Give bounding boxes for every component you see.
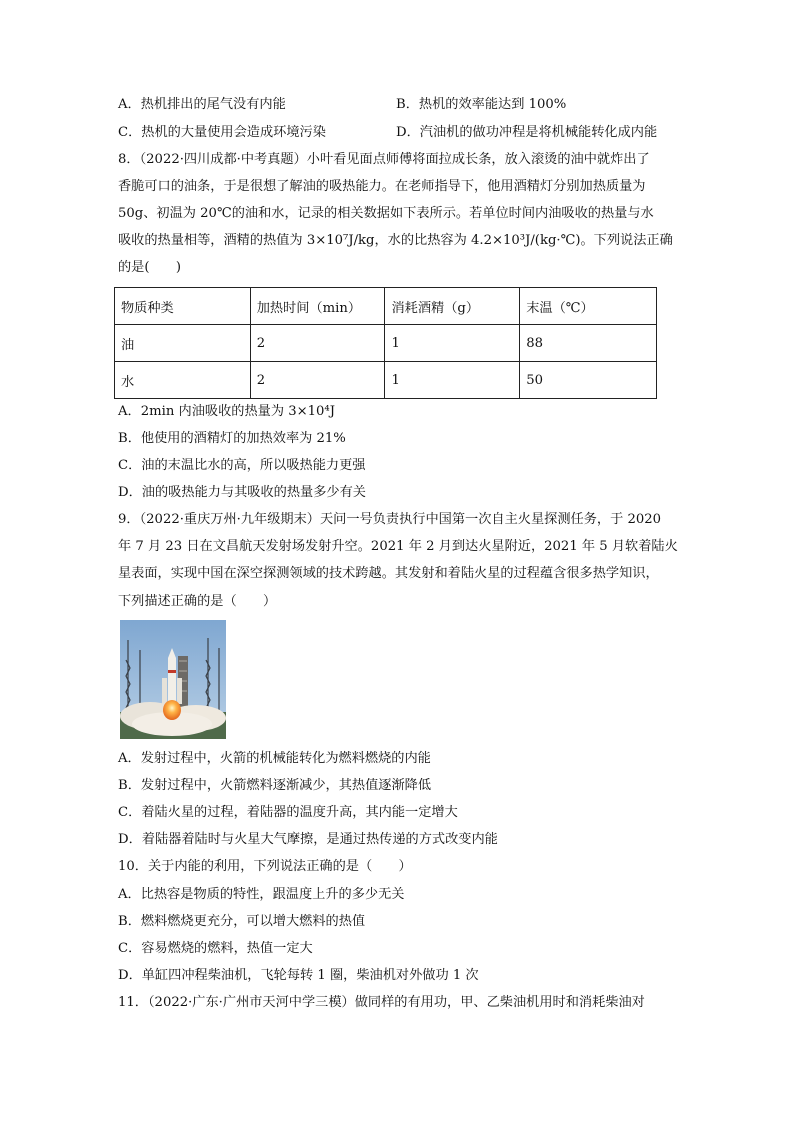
table-cell: 水 — [115, 362, 251, 399]
q8-stem-line: 香脆可口的油条，于是很想了解油的吸热能力。在老师指导下，他用酒精灯分别加热质量为 — [118, 179, 646, 194]
q9-stem-line: 下列描述正确的是（ ） — [118, 594, 277, 609]
q8-option-a: A．2min 内油吸收的热量为 3×10⁴J — [118, 404, 335, 419]
q7-option-c: C．热机的大量使用会造成环境污染 — [118, 125, 326, 140]
q8-stem-line: 50g、初温为 20℃的油和水，记录的相关数据如下表所示。若单位时间内油吸收的热量与水 — [118, 206, 654, 221]
q9-stem-line: 星表面，实现中国在深空探测领域的技术跨越。其发射和着陆火星的过程蕴含很多热学知识， — [118, 566, 659, 581]
q10-option-a: A．比热容是物质的特性，跟温度上升的多少无关 — [118, 887, 405, 902]
q7-option-b: B．热机的效率能达到 100% — [396, 97, 567, 112]
table-row — [115, 325, 657, 362]
table-cell: 88 — [520, 325, 657, 362]
q9-stem-line: 9．（2022·重庆万州·九年级期末）天问一号负责执行中国第一次自主火星探测任务，于 2020 — [118, 512, 662, 527]
table-cell: 油 — [115, 325, 251, 362]
q9-option-c: C．着陆火星的过程，着陆器的温度升高，其内能一定增大 — [118, 805, 458, 820]
table-header-cell: 加热时间（min） — [250, 288, 385, 325]
q10-option-c: C．容易燃烧的燃料，热值一定大 — [118, 941, 313, 956]
q8-option-c: C．油的末温比水的高，所以吸热能力更强 — [118, 458, 366, 473]
q11-stem: 11．（2022·广东·广州市天河中学三模）做同样的有用功，甲、乙柴油机用时和消耗柴油对 — [118, 995, 645, 1010]
q8-option-d: D．油的吸热能力与其吸收的热量多少有关 — [118, 485, 366, 500]
q8-stem-line: 的是( ) — [118, 260, 182, 275]
table-header-cell: 消耗酒精（g） — [385, 288, 520, 325]
q9-option-a: A．发射过程中，火箭的机械能转化为燃料燃烧的内能 — [118, 751, 431, 766]
table-cell: 50 — [520, 362, 657, 399]
q10-option-b: B．燃料燃烧更充分，可以增大燃料的热值 — [118, 914, 366, 929]
q7-option-a: A．热机排出的尾气没有内能 — [118, 97, 286, 112]
table-header-row — [115, 288, 657, 325]
q8-stem-line: 吸收的热量相等，酒精的热值为 3×10⁷J/kg，水的比热容为 4.2×10³J/(kg·℃)。下列说法正确 — [118, 233, 673, 248]
table-header-cell: 物质种类 — [115, 288, 251, 325]
q8-data-table — [114, 287, 657, 399]
table-cell: 1 — [385, 325, 520, 362]
table-cell: 1 — [385, 362, 520, 399]
q8-stem-line: 8．（2022·四川成都·中考真题）小叶看见面点师傅将面拉成长条，放入滚烫的油中就炸出了 — [118, 152, 650, 167]
table-cell: 2 — [250, 325, 385, 362]
rocket-launch-image — [120, 620, 226, 739]
table-header-cell: 末温（℃） — [520, 288, 657, 325]
table-cell: 2 — [250, 362, 385, 399]
q10-stem: 10．关于内能的利用，下列说法正确的是（ ） — [118, 859, 412, 874]
q7-option-d: D．汽油机的做功冲程是将机械能转化成内能 — [396, 125, 658, 140]
q9-stem-line: 年 7 月 23 日在文昌航天发射场发射升空。2021 年 2 月到达火星附近，2021 年 5 月软着陆火 — [118, 539, 678, 554]
q10-option-d: D．单缸四冲程柴油机，飞轮每转 1 圈，柴油机对外做功 1 次 — [118, 968, 479, 983]
q9-option-d: D．着陆器着陆时与火星大气摩擦，是通过热传递的方式改变内能 — [118, 832, 498, 847]
q8-option-b: B．他使用的酒精灯的加热效率为 21% — [118, 431, 346, 446]
q9-option-b: B．发射过程中，火箭燃料逐渐减少，其热值逐渐降低 — [118, 778, 432, 793]
table-row — [115, 362, 657, 399]
